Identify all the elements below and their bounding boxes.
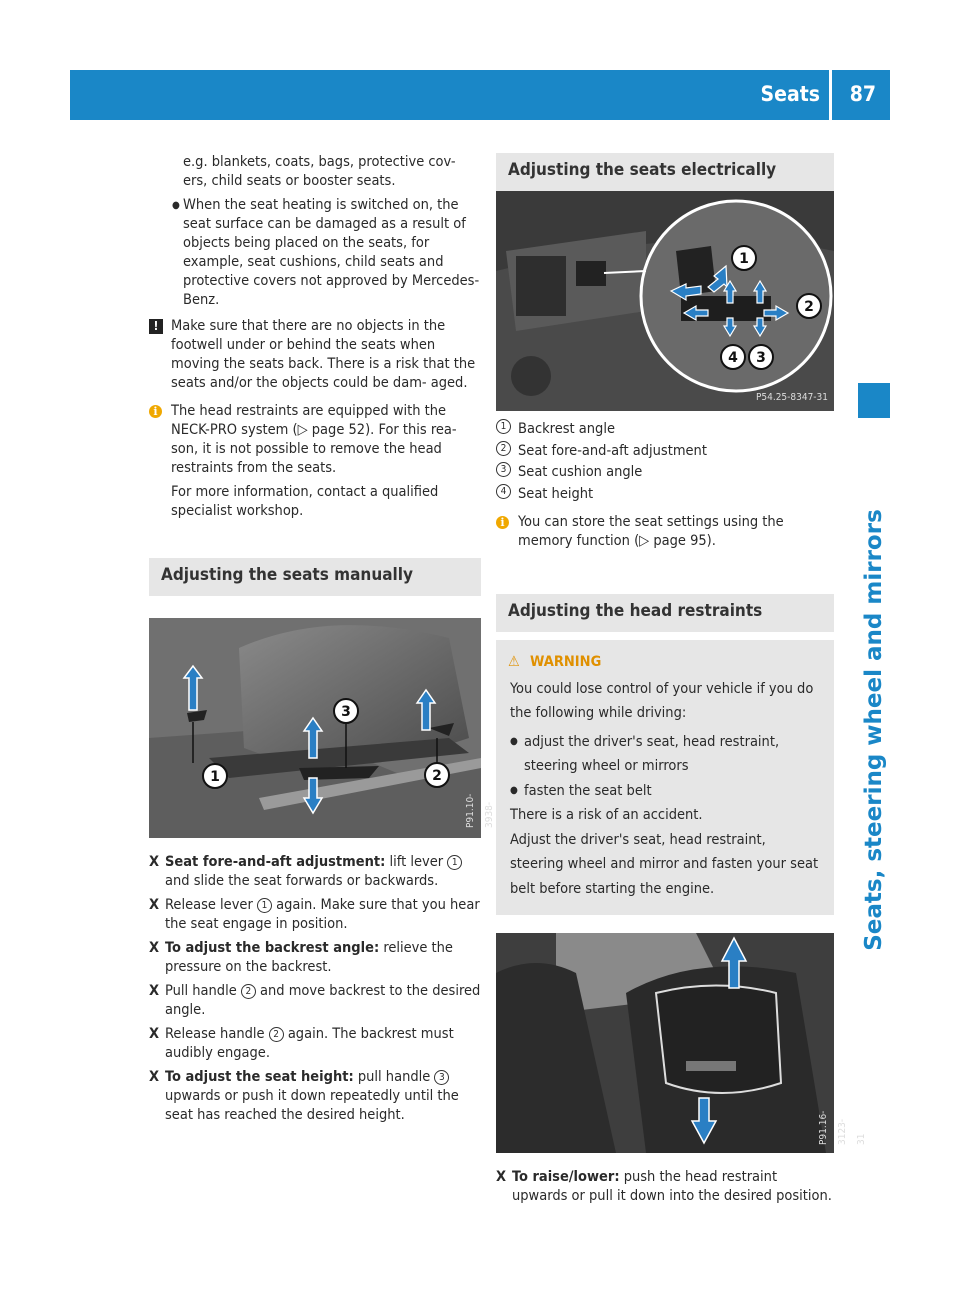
- head-restraint-image: [496, 933, 867, 1153]
- section-heading-head-restraints: [496, 594, 834, 632]
- image-code: P91.16-3123-31: [818, 1110, 867, 1145]
- step-arrow-icon: X: [149, 940, 160, 956]
- info-note: [149, 402, 481, 521]
- section-title: Adjusting the seats electrically: [508, 160, 777, 180]
- image-code: P91.10-3938-: [465, 793, 495, 828]
- svg-text:1: 1: [739, 251, 749, 267]
- svg-text:2: 2: [804, 299, 814, 315]
- right-column: [496, 153, 867, 1206]
- head-restraint-illustration: [496, 933, 834, 1153]
- svg-text:1: 1: [210, 769, 220, 785]
- svg-text:4: 4: [728, 350, 738, 366]
- bullet-icon: ●: [510, 784, 518, 796]
- info-note: [496, 513, 834, 551]
- section-heading-electric: [496, 153, 834, 191]
- legend-item: 1 Backrest angle: [496, 419, 834, 441]
- warning-bullet: ● fasten the seat belt: [510, 779, 820, 804]
- legend-item: 4 Seat height: [496, 484, 834, 506]
- step-arrow-icon: X: [149, 1069, 160, 1085]
- step-item: X To raise/lower: push the head restraint upwards or pull it down into the desired position.: [496, 1169, 832, 1204]
- seat-manual-image: [149, 618, 495, 838]
- bullet-icon: ●: [172, 200, 180, 211]
- warning-text: There is a risk of an accident.: [510, 807, 703, 823]
- step-item: X To adjust the seat height: pull handle 3 upwards or push it down repeatedly until the seat has reached the desired height.: [149, 1069, 459, 1123]
- page-number: 87: [849, 82, 876, 106]
- legend-list: [496, 419, 834, 505]
- caution-note: [149, 317, 481, 393]
- chapter-sidebar: [858, 470, 890, 990]
- info-icon: i: [149, 402, 162, 421]
- svg-text:3: 3: [341, 704, 351, 720]
- bullet-icon: ●: [510, 735, 518, 747]
- legend-item: 3 Seat cushion angle: [496, 462, 834, 484]
- info-text: The head restraints are equipped with the NECK-PRO system (▷ page 52). For this rea- son, it is not possible to remove the head restraints from the seats.: [171, 403, 457, 476]
- warning-box: [496, 640, 834, 915]
- step-item: X Release lever 1 again. Make sure that you hear the seat engage in position.: [149, 897, 480, 932]
- manual-steps: [149, 853, 481, 1125]
- seat-illustration: [149, 618, 481, 838]
- step-arrow-icon: X: [149, 854, 160, 870]
- step-item: X Release handle 2 again. The backrest must audibly engage.: [149, 1026, 454, 1061]
- legend-item: 2 Seat fore-and-aft adjustment: [496, 441, 834, 463]
- intro-continuation: e.g. blankets, coats, bags, protective cov- ers, child seats or booster seats.: [183, 154, 456, 189]
- step-item: X Pull handle 2 and move backrest to the desired angle.: [149, 983, 481, 1018]
- info-text: You can store the seat settings using the memory function (▷ page 95).: [518, 514, 784, 549]
- warning-bullet: ● adjust the driver's seat, head restraint, steering wheel or mirrors: [510, 730, 820, 779]
- image-code: P54.25-8347-31: [755, 392, 828, 403]
- section-title: Adjusting the head restraints: [508, 601, 763, 621]
- left-column: [149, 153, 495, 1125]
- warning-text: You could lose control of your vehicle if you do the following while driving:: [510, 680, 814, 721]
- step-item: X Seat fore-and-aft adjustment: lift lever 1 and slide the seat forwards or backwards.: [149, 853, 481, 891]
- section-title: Adjusting the seats manually: [161, 565, 413, 585]
- chapter-title: Seats, steering wheel and mirrors: [861, 509, 887, 951]
- section-heading-manual: [149, 558, 481, 596]
- header-divider: [829, 70, 832, 120]
- step-arrow-icon: X: [149, 897, 160, 913]
- info-text-2: For more information, contact a qualified specialist workshop.: [171, 484, 439, 519]
- seat-electric-image: [496, 191, 834, 411]
- chapter-tab: [858, 383, 890, 418]
- page-header: [70, 70, 890, 120]
- step-arrow-icon: X: [149, 1026, 160, 1042]
- warning-text: Adjust the driver's seat, head restraint, steering wheel and mirror and fasten your seat belt before starting the engine.: [510, 831, 819, 897]
- svg-text:2: 2: [432, 768, 442, 784]
- step-arrow-icon: X: [496, 1169, 507, 1185]
- bullet-text: When the seat heating is switched on, the seat surface can be damaged as a result of objects being placed on the seats, for example, seat cushions, child seats and protective covers not approved by Mercedes-Benz.: [183, 197, 480, 308]
- step-arrow-icon: X: [149, 983, 160, 999]
- bullet-item: [149, 196, 481, 310]
- warning-heading: ⚠ WARNING: [510, 650, 820, 675]
- info-icon: i: [496, 513, 509, 532]
- step-item: X To adjust the backrest angle: relieve the pressure on the backrest.: [149, 940, 453, 975]
- warning-icon: ⚠: [508, 654, 520, 670]
- door-switch-illustration: [496, 191, 834, 411]
- caution-text: Make sure that there are no objects in the footwell under or behind the seats when moving the seats back. There is a risk that the seats and/or the objects could be dam- aged.: [171, 318, 476, 391]
- caution-icon: !: [149, 317, 163, 336]
- page-title: Seats: [760, 82, 820, 106]
- svg-text:3: 3: [756, 350, 766, 366]
